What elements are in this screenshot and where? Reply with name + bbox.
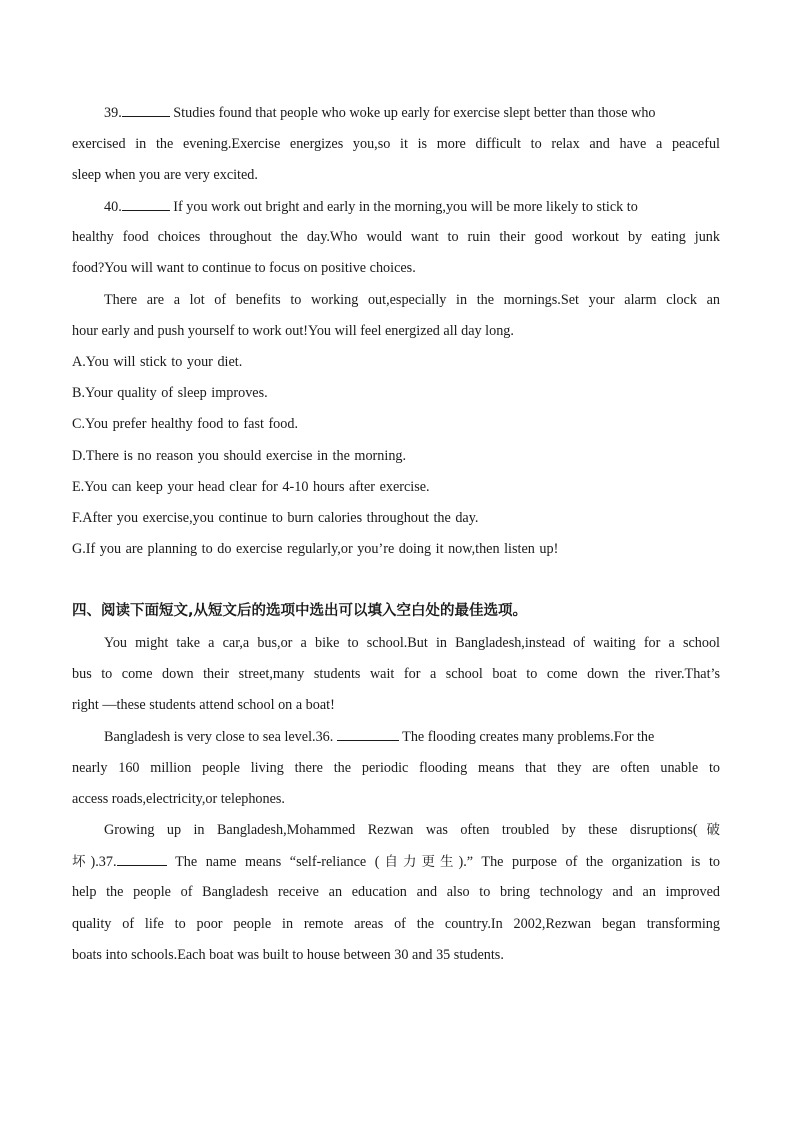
s4-p1-line3: right —these students attend school on a boat! bbox=[72, 697, 335, 713]
s4-p3-text-b: ).37. bbox=[90, 854, 117, 870]
s4-p3-line5: boats into schools.Each boat was built to house between 30 and 35 students. bbox=[72, 947, 504, 963]
s4-p2-text-b: The flooding creates many problems.For the bbox=[398, 729, 655, 745]
s4-p3-line4: quality of life to poor people in remote areas of the country.In 2002,Rezwan began transforming bbox=[72, 916, 720, 932]
s4-p1-line1: You might take a car,a bus,or a bike to school.But in Bangladesh,instead of waiting for a school bbox=[104, 635, 720, 651]
answer-blank-40[interactable] bbox=[122, 196, 170, 211]
q39-line2: exercised in the evening.Exercise energizes you,so it is more difficult to relax and have a peaceful bbox=[72, 136, 720, 152]
s4-p3-text-d: ).” The purpose of the organization is to bbox=[458, 854, 721, 870]
section-4-heading: 四、阅读下面短文,从短文后的选项中选出可以填入空白处的最佳选项。 bbox=[72, 603, 528, 619]
q39-line1 bbox=[104, 102, 720, 123]
answer-blank-37[interactable] bbox=[117, 851, 167, 866]
q39-number: 39. bbox=[104, 105, 122, 121]
s4-p1-line2: bus to come down their street,many students wait for a school boat to come down the river.That’s bbox=[72, 666, 720, 682]
q40-text: If you work out bright and early in the morning,you will be more likely to stick to bbox=[169, 199, 638, 215]
s4-p2-text-a: Bangladesh is very close to sea level.36. bbox=[104, 729, 337, 745]
s4-p3-cjk-b: 坏 bbox=[72, 854, 91, 870]
q40-line3: food?You will want to continue to focus on positive choices. bbox=[72, 260, 416, 276]
q40-number: 40. bbox=[104, 199, 122, 215]
s4-p2-line1 bbox=[104, 726, 720, 747]
s4-p3-cjk-a: 破 bbox=[697, 822, 720, 838]
q40-line1 bbox=[104, 196, 720, 217]
s4-p3-line3: help the people of Bangladesh receive an education and also to bring technology and an improved bbox=[72, 884, 720, 900]
option-d: D.There is no reason you should exercise in the morning. bbox=[72, 448, 407, 464]
s4-p3-line2 bbox=[72, 851, 720, 872]
q39-line3: sleep when you are very excited. bbox=[72, 167, 258, 183]
s4-p3-cjk-c: 自力更生 bbox=[379, 854, 459, 870]
option-g: G.If you are planning to do exercise regularly,or you’re doing it now,then listen up! bbox=[72, 541, 559, 557]
s4-p2-line3: access roads,electricity,or telephones. bbox=[72, 791, 285, 807]
answer-blank-36[interactable] bbox=[337, 726, 399, 741]
s4-p2-line2: nearly 160 million people living there the periodic flooding means that they are often unable to bbox=[72, 760, 720, 776]
s4-p3-text-c: The name means “self-reliance ( bbox=[166, 854, 380, 870]
q40-line2: healthy food choices throughout the day.Who would want to ruin their good workout by eating junk bbox=[72, 229, 720, 245]
option-f: F.After you exercise,you continue to burn calories throughout the day. bbox=[72, 510, 479, 526]
option-c: C.You prefer healthy food to fast food. bbox=[72, 416, 299, 432]
s4-p3-line1 bbox=[104, 820, 720, 840]
option-b: B.Your quality of sleep improves. bbox=[72, 385, 268, 401]
closing-line1: There are a lot of benefits to working out,especially in the mornings.Set your alarm clock an bbox=[104, 292, 720, 308]
option-a: A.You will stick to your diet. bbox=[72, 354, 243, 370]
q39-text: Studies found that people who woke up early for exercise slept better than those who bbox=[169, 105, 656, 121]
option-e: E.You can keep your head clear for 4-10 hours after exercise. bbox=[72, 479, 430, 495]
answer-blank-39[interactable] bbox=[122, 102, 170, 117]
closing-line2: hour early and push yourself to work out!You will feel energized all day long. bbox=[72, 323, 514, 339]
s4-p3-text-a: Growing up in Bangladesh,Mohammed Rezwan was often troubled by these disruptions( bbox=[104, 822, 698, 838]
